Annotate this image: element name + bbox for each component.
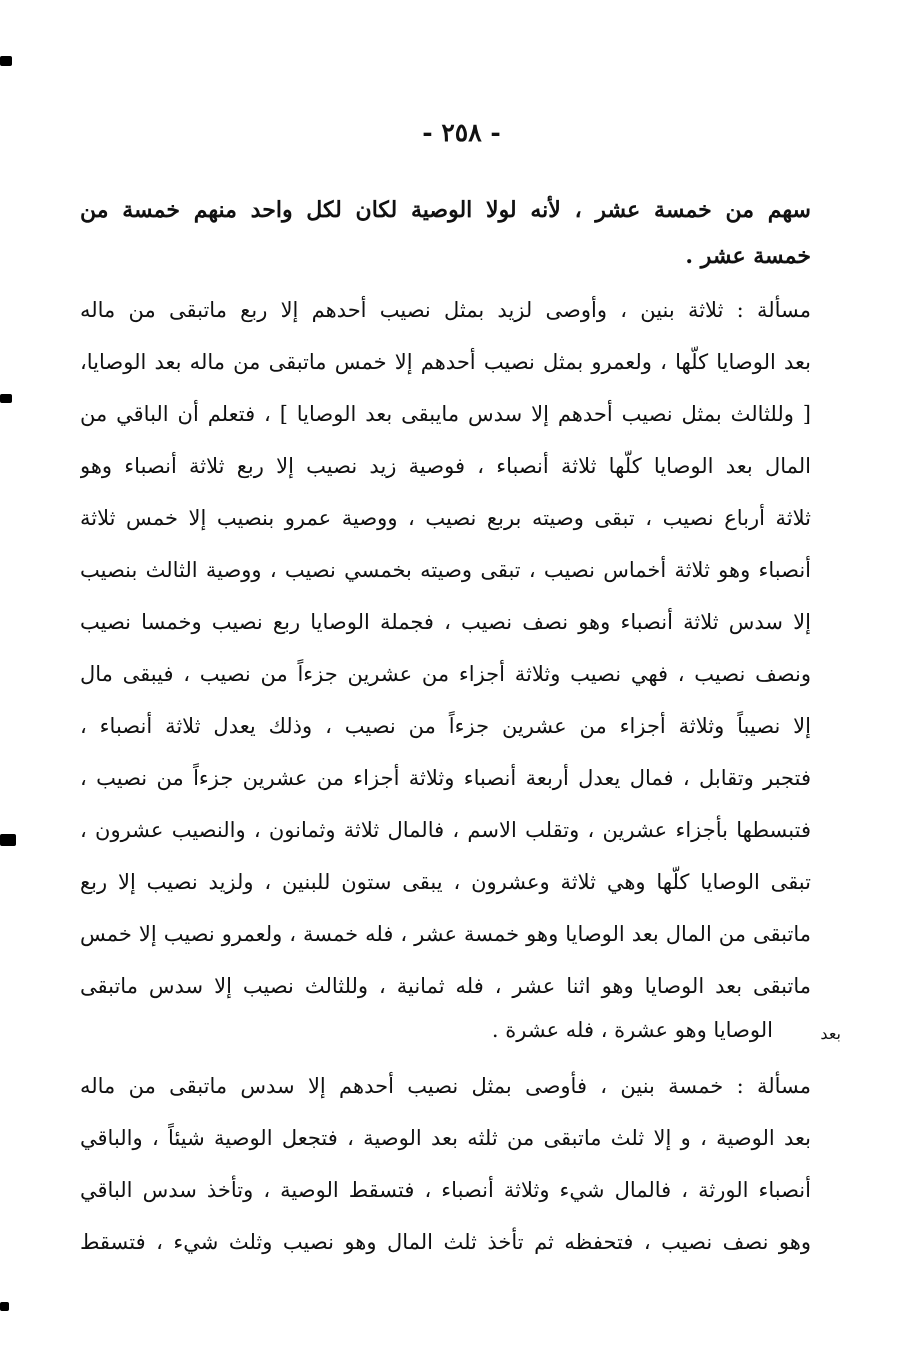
text-line: مسألة : ثلاثة بنين ، وأوصى لزيد بمثل نصيب أحدهم إلا ربع ماتبقى من ماله [80,298,811,322]
text-line: المال بعد الوصايا كلّها ثلاثة أنصباء ، فوصية زيد نصيب إلا ربع ثلاثة أنصباء وهو [80,454,811,478]
text-line: إلا نصيباً وثلاثة أجزاء من عشرين جزءاً من نصيب ، وذلك يعدل ثلاثة أنصباء ، [80,714,811,738]
text-line: الوصايا وهو عشرة ، فله عشرة . [491,1018,773,1042]
scan-mark-2 [0,394,12,403]
text-line: بعد الوصايا كلّها ، ولعمرو بمثل نصيب أحدهم إلا خمس ماتبقى من ماله بعد الوصايا، [80,350,811,374]
text-line: إلا سدس ثلاثة أنصباء وهو نصف نصيب ، فجملة الوصايا ربع نصيب وخمسا نصيب [80,610,811,634]
text-line: ماتبقى بعد الوصايا وهو اثنا عشر ، فله ثمانية ، وللثالث نصيب إلا سدس ماتبقى [80,974,811,998]
text-line: بعد الوصية ، و إلا ثلث ماتبقى من ثلثه بعد الوصية ، فتجعل الوصية شيئاً ، والباقي [80,1126,811,1150]
text-line: وهو نصف نصيب ، فتحفظه ثم تأخذ ثلث المال وهو نصيب وثلث شيء ، فتسقط [80,1230,811,1254]
text-line: ماتبقى من المال بعد الوصايا وهو خمسة عشر ، فله خمسة ، ولعمرو نصيب إلا خمس [80,922,811,946]
text-line: أنصباء الورثة ، فالمال شيء وثلاثة أنصباء ، فتسقط الوصية ، وتأخذ سدس الباقي [80,1178,811,1202]
margin-note: بعد [820,1024,841,1043]
text-line: مسألة : خمسة بنين ، فأوصى بمثل نصيب أحدهم إلا سدس ماتبقى من ماله [80,1074,811,1098]
text-line: ونصف نصيب ، فهي نصيب وثلاثة أجزاء من عشرين جزءاً من نصيب ، فيبقى مال [80,662,811,686]
text-line: فتجبر وتقابل ، فمال يعدل أربعة أنصباء وثلاثة أجزاء من عشرين جزءاً من نصيب ، [80,766,811,790]
text-line: سهم من خمسة عشر ، لأنه لولا الوصية لكان لكل واحد منهم خمسة من [80,197,811,223]
text-line: [ وللثالث بمثل نصيب أحدهم إلا سدس مايبقى بعد الوصايا ] ، فتعلم أن الباقي من [80,402,811,426]
text-line: ثلاثة أرباع نصيب ، تبقى وصيته بربع نصيب ، ووصية عمرو بنصيب إلا خمس ثلاثة [80,506,811,530]
scan-mark-4 [0,1302,9,1311]
text-line: فتبسطها بأجزاء عشرين ، وتقلب الاسم ، فالمال ثلاثة وثمانون ، والنصيب عشرون ، [80,818,811,842]
scan-mark-3 [0,834,16,846]
page-number: - ٢٥٨ - [422,118,501,147]
text-line: تبقى الوصايا كلّها وهي ثلاثة وعشرون ، يبقى ستون للبنين ، ولزيد نصيب إلا ربع [80,870,811,894]
scan-mark-1 [0,56,12,66]
text-line: خمسة عشر . [685,243,811,269]
text-line: أنصباء وهو ثلاثة أخماس نصيب ، تبقى وصيته بخمسي نصيب ، ووصية الثالث بنصيب [80,558,811,582]
